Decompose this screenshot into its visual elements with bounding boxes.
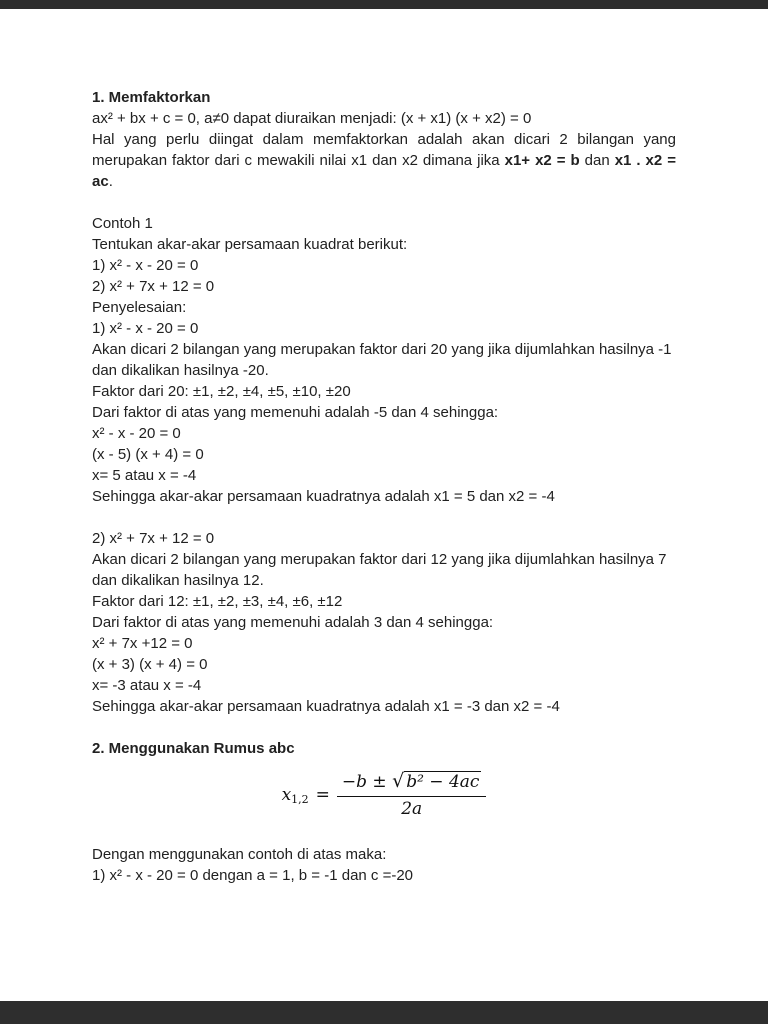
doc-line: Dari faktor di atas yang memenuhi adalah 3 dan 4 sehingga: xyxy=(92,614,494,631)
doc-line: ax² + bx + c = 0, a≠0 dapat diuraikan menjadi: (x + x1) (x + x2) = 0 xyxy=(92,110,532,127)
doc-line: (x - 5) (x + 4) = 0 xyxy=(92,446,204,463)
viewer-top-bar xyxy=(0,0,768,9)
formula-numerator-prefix: −b ± xyxy=(341,772,387,792)
doc-line: 2) x² + 7x + 12 = 0 xyxy=(92,278,215,295)
contoh1-title: Contoh 1 xyxy=(92,215,153,232)
document-page xyxy=(0,9,768,1001)
paragraph-bold-text: x1+ x2 = b xyxy=(504,152,580,169)
square-root xyxy=(392,772,481,792)
doc-line: Penyelesaian: xyxy=(92,299,187,316)
formula-variable: x xyxy=(281,785,292,805)
spacer xyxy=(92,192,676,213)
paragraph-text: . xyxy=(108,173,113,190)
section1-paragraph xyxy=(92,129,676,192)
doc-line: Dengan menggunakan contoh di atas maka: xyxy=(92,846,387,863)
abc-formula xyxy=(92,771,676,820)
doc-line: x² + 7x +12 = 0 xyxy=(92,635,193,652)
paragraph-text: Hal yang perlu diingat dalam memfaktorkan adalah akan dicari 2 bilangan yang merupakan faktor dari c mewakili nilai x1 dan x2 dimana jika xyxy=(92,131,676,169)
formula-row xyxy=(282,771,487,820)
doc-line: (x + 3) (x + 4) = 0 xyxy=(92,656,208,673)
document-content xyxy=(92,87,676,886)
formula-numerator xyxy=(337,771,487,797)
formula-radicand: b² − 4ac xyxy=(406,772,480,792)
spacer xyxy=(92,717,676,738)
doc-line: Sehingga akar-akar persamaan kuadratnya adalah x1 = 5 dan x2 = -4 xyxy=(92,488,555,505)
doc-line: 1) x² - x - 20 = 0 xyxy=(92,257,199,274)
paragraph-text: dan xyxy=(579,152,615,169)
formula-fraction xyxy=(337,771,487,820)
doc-line: x= 5 atau x = -4 xyxy=(92,467,197,484)
doc-line: Sehingga akar-akar persamaan kuadratnya adalah x1 = -3 dan x2 = -4 xyxy=(92,698,560,715)
formula-subscript: 1,2 xyxy=(291,793,309,806)
doc-line: x= -3 atau x = -4 xyxy=(92,677,202,694)
doc-line: Akan dicari 2 bilangan yang merupakan faktor dari 20 yang jika dijumlahkan hasilnya -1 dan dikalikan hasilnya -20. xyxy=(92,341,672,379)
viewer-bottom-bar xyxy=(0,1001,768,1024)
doc-line: 1) x² - x - 20 = 0 xyxy=(92,320,199,337)
formula-denominator: 2a xyxy=(401,799,423,819)
section1-heading: 1. Memfaktorkan xyxy=(92,89,211,106)
radical-sign: √ xyxy=(392,770,405,792)
doc-line: Faktor dari 20: ±1, ±2, ±4, ±5, ±10, ±20 xyxy=(92,383,351,400)
doc-line: Dari faktor di atas yang memenuhi adalah -5 dan 4 sehingga: xyxy=(92,404,499,421)
doc-line: 1) x² - x - 20 = 0 dengan a = 1, b = -1 dan c =-20 xyxy=(92,867,414,884)
formula-equals: = xyxy=(315,785,330,805)
doc-line: 2) x² + 7x + 12 = 0 xyxy=(92,530,215,547)
section2-heading: 2. Menggunakan Rumus abc xyxy=(92,740,295,757)
doc-line: Tentukan akar-akar persamaan kuadrat berikut: xyxy=(92,236,408,253)
spacer xyxy=(92,834,676,844)
doc-line: Faktor dari 12: ±1, ±2, ±3, ±4, ±6, ±12 xyxy=(92,593,343,610)
doc-line: Akan dicari 2 bilangan yang merupakan faktor dari 12 yang jika dijumlahkan hasilnya 7 dan dikalikan hasilnya 12. xyxy=(92,551,667,589)
paragraph-bold-text: x1 . x2 = ac xyxy=(92,152,676,190)
doc-line: x² - x - 20 = 0 xyxy=(92,425,181,442)
spacer xyxy=(92,507,676,528)
